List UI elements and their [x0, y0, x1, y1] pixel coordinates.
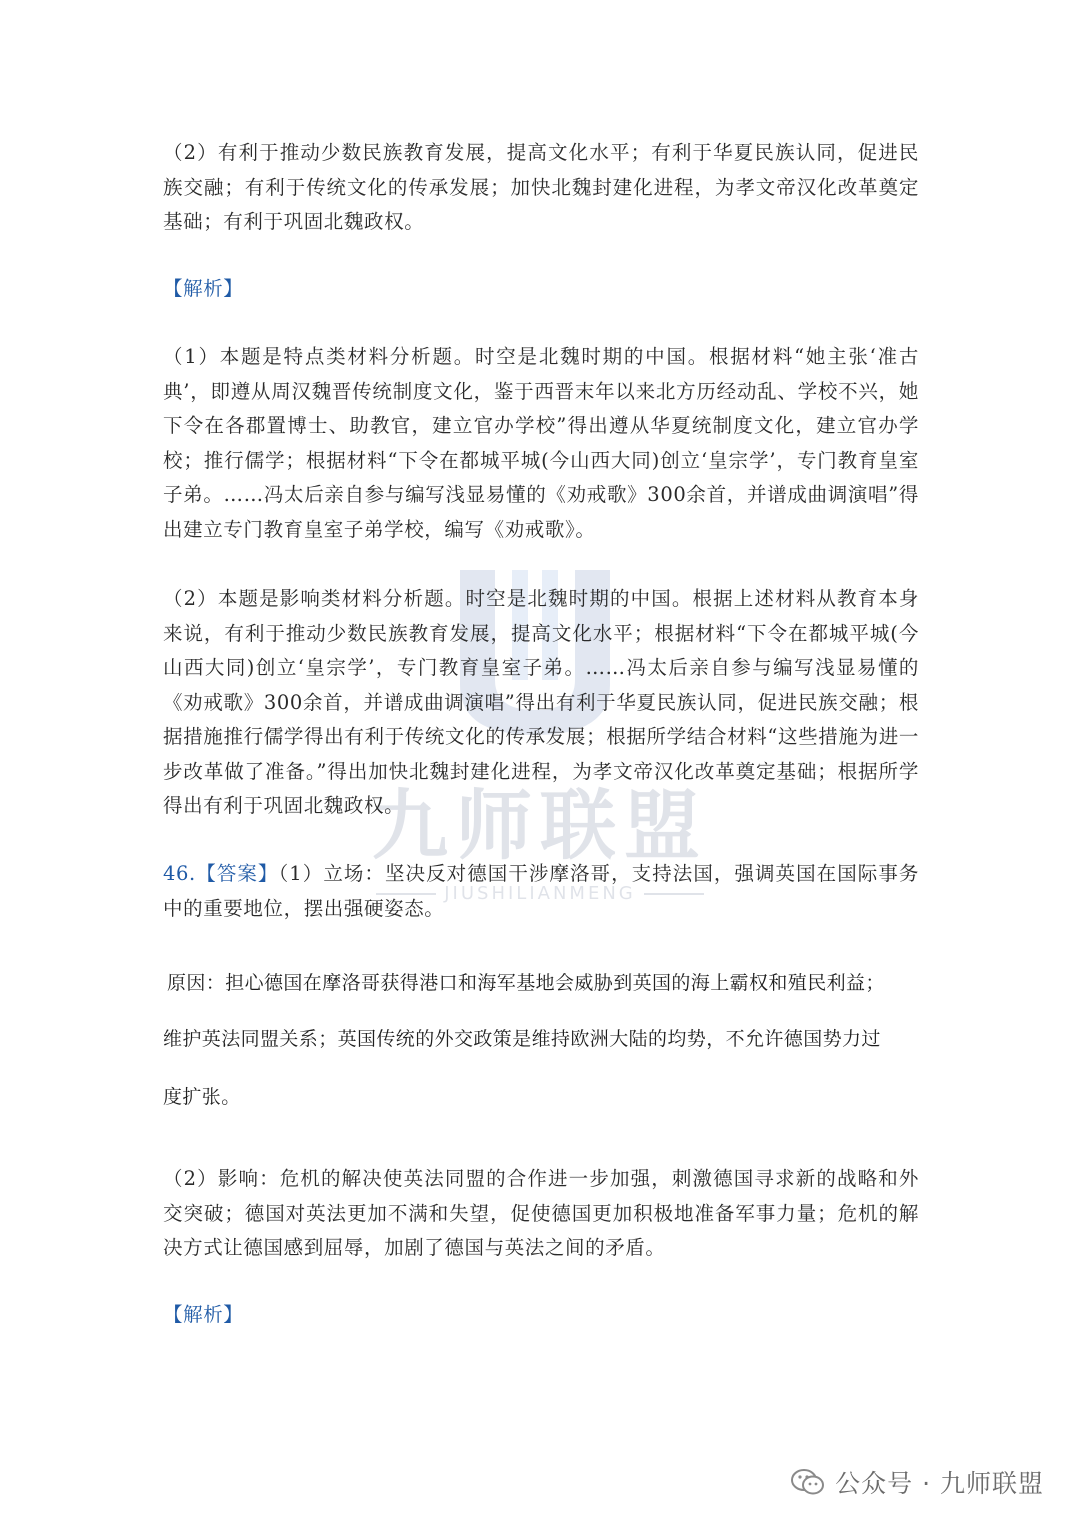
q46-analysis-tag: 【解析】 [163, 1303, 244, 1326]
q46-answer-1 [163, 857, 919, 926]
q46-answer-2: （2）影响：危机的解决使英法同盟的合作进一步加强，刺激德国寻求新的战略和外交突破；德国对英法更加不满和失望，促使德国更加积极地准备军事力量；危机的解决方式让德国感到屈辱，加剧了德国与英法之间的矛盾。 [163, 1167, 919, 1259]
watermark-chinese: 九师联盟 [372, 781, 708, 870]
q46-reason-line-2: 维护英法同盟关系；英国传统的外交政策是维持欧洲大陆的均势，不允许德国势力过 [163, 1028, 881, 1050]
footer-text: 公众号 · 九师联盟 [835, 1469, 1044, 1498]
q46-reason-line-1: 原因：担心德国在摩洛哥获得港口和海军基地会威胁到英国的海上霸权和殖民利益； [167, 972, 885, 994]
q46-answer-1-text: （1）立场：坚决反对德国干涉摩洛哥，支持法国，强调英国在国际事务中的重要地位，摆出强硬姿态。 [163, 862, 919, 920]
q46-reason-line-3: 度扩张。 [163, 1086, 241, 1108]
q45-answer-2: （2）有利于推动少数民族教育发展，提高文化水平；有利于华夏民族认同，促进民族交融；有利于传统文化的传承发展；加快北魏封建化进程，为孝文帝汉化改革奠定基础；有利于巩固北魏政权。 [163, 141, 919, 233]
q46-number: 46. [163, 862, 196, 885]
q45-analysis-tag: 【解析】 [163, 277, 244, 300]
q46-answer-tag: 【答案】 [195, 862, 279, 885]
q45-analysis-2: （2）本题是影响类材料分析题。时空是北魏时期的中国。根据上述材料从教育本身来说，有利于推动少数民族教育发展，提高文化水平；根据材料“下令在都城平城(今山西大同)创立‘皇宗学’，专门教育皇室子弟。……冯太后亲自参与编写浅显易懂的《劝戒歌》300余首，并谱成曲调演唱”得出有利于华夏民族认同，促进民族交融；根据措施推行儒学得出有利于传统文化的传承发展；根据所学结合材料“这些措施为进一步改革做了准备。”得出加快北魏封建化进程，为孝文帝汉化改革奠定基础；根据所学得出有利于巩固北魏政权。 [163, 587, 919, 817]
q45-analysis-1: （1）本题是特点类材料分析题。时空是北魏时期的中国。根据材料“她主张‘准古典’，即遵从周汉魏晋传统制度文化，鉴于西晋末年以来北方历经动乱、学校不兴，她下令在各郡置博士、助教官，建立官办学校”得出遵从华夏统制度文化，建立官办学校；推行儒学；根据材料“下令在都城平城(今山西大同)创立‘皇宗学’，专门教育皇室子弟。……冯太后亲自参与编写浅显易懂的《劝戒歌》300余首，并谱成曲调演唱”得出建立专门教育皇室子弟学校，编写《劝戒歌》。 [163, 345, 919, 541]
footer-account[interactable] [791, 1462, 1044, 1502]
watermark-english: JIUSHILIANMENG [355, 883, 725, 904]
wechat-icon [791, 1468, 825, 1496]
